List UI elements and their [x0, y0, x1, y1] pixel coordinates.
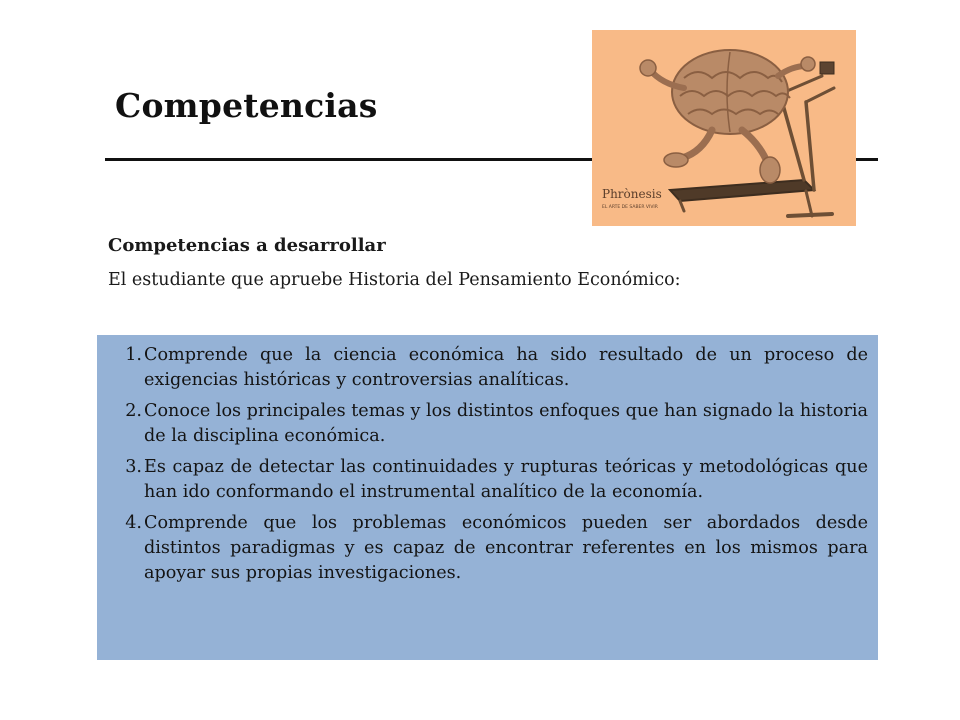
competency-item: [97, 511, 868, 586]
competency-item: [97, 343, 868, 393]
competency-list: [97, 343, 868, 586]
competency-text: Comprende que los problemas económicos pueden ser abordados desde distintos paradigmas y es capaz de encontrar referentes en los mismos para apoyar sus propias investigaciones.: [144, 513, 868, 583]
competency-list-box: [97, 335, 878, 660]
brain-treadmill-image: [592, 30, 856, 226]
image-caption: Phrònesis: [602, 187, 662, 201]
slide-title: Competencias: [115, 86, 378, 125]
brain-on-treadmill-icon: [592, 30, 856, 226]
competency-item: [97, 399, 868, 449]
competency-number: 2.: [125, 401, 142, 421]
section-heading: Competencias a desarrollar: [108, 235, 386, 256]
intro-text: El estudiante que apruebe Historia del Pensamiento Económico:: [108, 270, 681, 290]
competency-number: 1.: [125, 345, 142, 365]
competency-number: 3.: [125, 457, 142, 477]
image-subcaption: EL ARTE DE SABER VIVIR: [602, 205, 658, 210]
competency-text: Conoce los principales temas y los distintos enfoques que han signado la historia de la disciplina económica.: [144, 401, 868, 446]
competency-text: Comprende que la ciencia económica ha sido resultado de un proceso de exigencias históricas y controversias analíticas.: [144, 345, 868, 390]
competency-number: 4.: [125, 513, 142, 533]
competency-text: Es capaz de detectar las continuidades y rupturas teóricas y metodológicas que han ido conformando el instrumental analítico de la economía.: [144, 457, 868, 502]
competency-item: [97, 455, 868, 505]
